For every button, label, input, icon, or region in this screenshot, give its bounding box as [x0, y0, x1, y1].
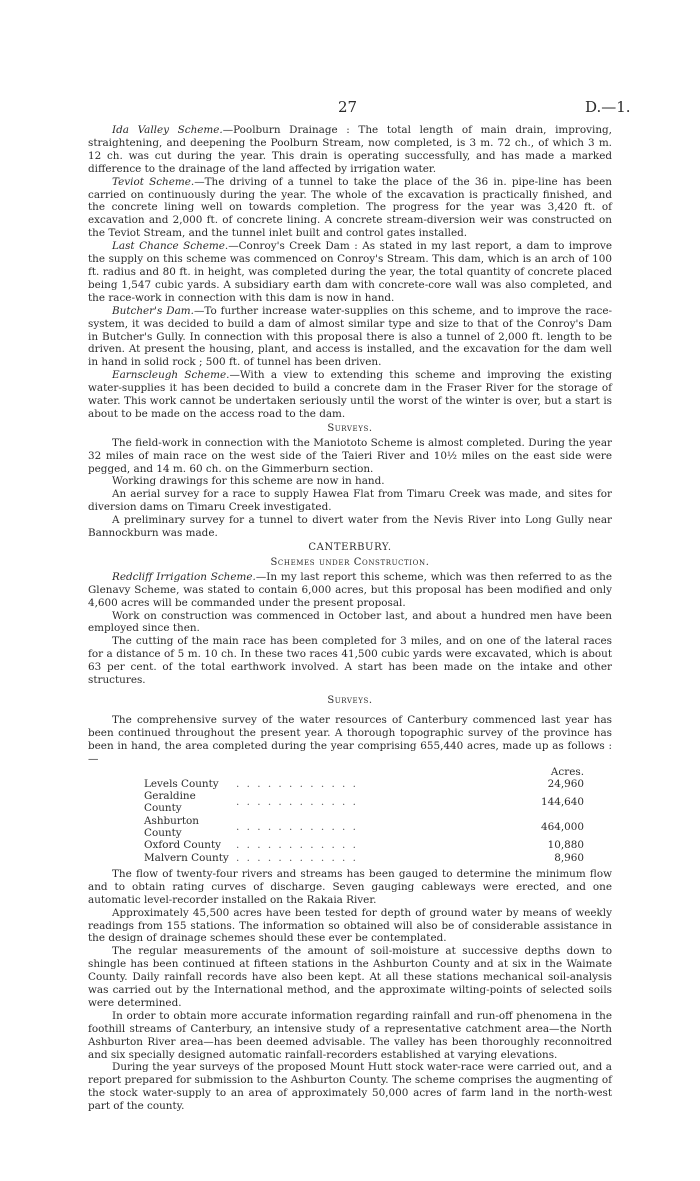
- paragraph-maniototo: The field-work in connection with the Maniototo Scheme is almost completed. During the year 32 miles of main race on the west side of the Taieri River and 10½ miles on the east side were pegged, and 14 m. 60 ch. on the Gimmerburn section.: [88, 436, 612, 475]
- leader-dots: . . . . . . . . . . . .: [236, 796, 358, 809]
- county-acres: 10,880: [547, 839, 584, 852]
- paragraph-redcliff: [88, 571, 612, 610]
- paragraph-construction-work: Work on construction was commenced in October last, and about a hundred men have been employed since then.: [88, 609, 612, 635]
- paragraph-last-chance: [88, 240, 612, 305]
- paragraph-text: —To further increase water-supplies on this scheme, and to improve the race-system, it was decided to build a dam of almost similar type and size to that of the Conroy's Dam in Butcher's Gully. In connection with this proposal there is also a tunnel of 2,000 ft. length to be driven. At present the housing, plant, and access is installed, and the excavation for the dam well in hand in solid rock ; 500 ft. of tunnel has been driven.: [88, 304, 612, 369]
- paragraph-lead: Redcliff Irrigation Scheme.: [112, 570, 256, 583]
- leader-dots: . . . . . . . . . . . .: [236, 777, 358, 790]
- paragraph-ground-water: Approximately 45,500 acres have been tested for depth of ground water by means of weekly readings from 155 stations. The information so obtained will also be of considerable assistance in the design of drainage schemes should these ever be contemplated.: [88, 906, 612, 945]
- paragraph-text: —With a view to extending this scheme and improving the existing water-supplies it has been decided to build a concrete dam in the Fraser River for the storage of water. This work cannot be undertaken seriously until the worst of the winter is over, but a start is about to be made on the access road to the dam.: [88, 369, 612, 420]
- section-heading-canterbury: CANTERBURY.: [308, 542, 392, 553]
- county-acres: 464,000: [541, 820, 584, 833]
- paragraph-lead: Butcher's Dam.: [112, 304, 194, 317]
- leader-dots: . . . . . . . . . . . .: [236, 839, 358, 852]
- paragraph-lead: Teviot Scheme.: [112, 175, 195, 188]
- table-row: [144, 815, 584, 840]
- paragraph-text: —Poolburn Drainage : The total length of main drain, improving, straightening, and deepening the Poolburn Stream, now completed, is 3 m. 72 ch., of which 3 m. 12 ch. was cut during the year. This drain is operating successfully, and has made a marked difference to the drainage of the land affected by irrigation water.: [88, 124, 612, 175]
- paragraph-mount-hutt: During the year surveys of the proposed Mount Hutt stock water-race were carried out, and a report prepared for submission to the Ashburton County. The scheme comprises the augmenting of the stock water-supply to an area of approximately 50,000 acres of farm land in the north-west part of the county.: [88, 1061, 612, 1113]
- section-heading-schemes-under-construction: Schemes under Construction.: [270, 556, 430, 568]
- county-name: Malvern County: [144, 851, 229, 864]
- paragraph-lead: Last Chance Scheme.: [112, 240, 229, 253]
- paragraph-survey-intro: The comprehensive survey of the water resources of Canterbury commenced last year has been continued throughout the present year. A thorough topographic survey of the province has been in hand, the area completed during the year comprising 655,440 acres, made up as follows :—: [88, 713, 612, 765]
- acres-column-header: Acres.: [550, 765, 584, 778]
- page-header: [0, 98, 700, 120]
- table-row: [144, 852, 584, 864]
- paragraph-text: —In my last report this scheme, which was then referred to as the Glenavy Scheme, was stated to contain 6,000 acres, but this proposal has been modified and only 4,600 acres will be commanded under the present proposal.: [88, 570, 612, 609]
- paragraph-butchers-dam: [88, 305, 612, 370]
- paragraph-text: —Conroy's Creek Dam : As stated in my last report, a dam to improve the supply on this scheme was commenced on Conroy's Stream. This dam, which is an arch of 100 ft. radius and 80 ft. in height, was completed during the year, the total quantity of concrete placed being 1,547 cubic yards. A subsidiary earth dam with concrete-core wall was also completed, and the race-work in connection with this dam is now in hand.: [88, 240, 612, 304]
- page-number: 27: [338, 98, 358, 116]
- paragraph-nevis-tunnel: A preliminary survey for a tunnel to divert water from the Nevis River into Long Gully near Bannockburn was made.: [88, 514, 612, 540]
- county-acres: 24,960: [547, 777, 584, 790]
- section-heading-surveys-canterbury: Surveys.: [327, 694, 373, 706]
- table-row: [144, 790, 584, 815]
- document-reference: D.—1.: [585, 98, 631, 116]
- county-name: Geraldine County: [144, 790, 196, 815]
- paragraph-lead: Earnscleugh Scheme.: [112, 369, 230, 382]
- paragraph-text: —The driving of a tunnel to take the place of the 36 in. pipe-line has been carried on continuously during the year. The whole of the excavation is practically finished, and the concrete lining well on towards completion. The progress for the year was 3,420 ft. of excavation and 2,000 ft. of concrete lining. A concrete stream-diversion weir was constructed on the Teviot Stream, and the tunnel inlet built and control gates installed.: [88, 175, 612, 240]
- county-acres: 144,640: [541, 796, 584, 809]
- leader-dots: . . . . . . . . . . . .: [236, 851, 358, 864]
- section-heading-surveys: Surveys.: [327, 422, 373, 434]
- paragraph-aerial-survey: An aerial survey for a race to supply Hawea Flat from Timaru Creek was made, and sites for diversion dams on Timaru Creek investigated.: [88, 488, 612, 514]
- county-name: Levels County: [144, 777, 219, 790]
- paragraph-working-drawings: Working drawings for this scheme are now in hand.: [112, 475, 385, 488]
- county-acres: 8,960: [554, 851, 584, 864]
- county-name: Oxford County: [144, 839, 222, 852]
- paragraph-main-race: The cutting of the main race has been completed for 3 miles, and on one of the lateral races for a distance of 5 m. 10 ch. In these two races 41,500 cubic yards were excavated, which is about 63 per cent. of the total earthwork involved. A start has been made on the intake and other structures.: [88, 635, 612, 687]
- paragraph-soil-moisture: The regular measurements of the amount of soil-moisture at successive depths down to shingle has been continued at fifteen stations in the Ashburton County and at six in the Waimate County. Daily rainfall records have also been kept. At all these stations mechanical soil-analysis was carried out by the International method, and the approximate wilting-points of selected soils were determined.: [88, 945, 612, 1009]
- acres-table-header: [144, 766, 584, 778]
- document-body: [88, 124, 612, 1113]
- table-row: [144, 778, 584, 790]
- leader-dots: . . . . . . . . . . . .: [236, 820, 358, 833]
- county-name: Ashburton County: [144, 814, 199, 839]
- paragraph-ida-valley: [88, 124, 612, 176]
- acres-table: [144, 766, 584, 864]
- paragraph-earnscleugh: [88, 369, 612, 421]
- paragraph-catchment-study: In order to obtain more accurate information regarding rainfall and run-off phenomena in the foothill streams of Canterbury, an intensive study of a representative catchment area—the North Ashburton River area—has been deemed advisable. The valley has been thoroughly reconnoitred and six specially designed automatic rainfall-recorders established at varying elevations.: [88, 1009, 612, 1061]
- table-row: [144, 839, 584, 851]
- paragraph-teviot: [88, 176, 612, 241]
- paragraph-gauging: The flow of twenty-four rivers and streams has been gauged to determine the minimum flow and to obtain rating curves of discharge. Seven gauging cableways were erected, and one automatic level-recorder installed on the Rakaia River.: [88, 867, 612, 906]
- paragraph-lead: Ida Valley Scheme.: [112, 124, 223, 136]
